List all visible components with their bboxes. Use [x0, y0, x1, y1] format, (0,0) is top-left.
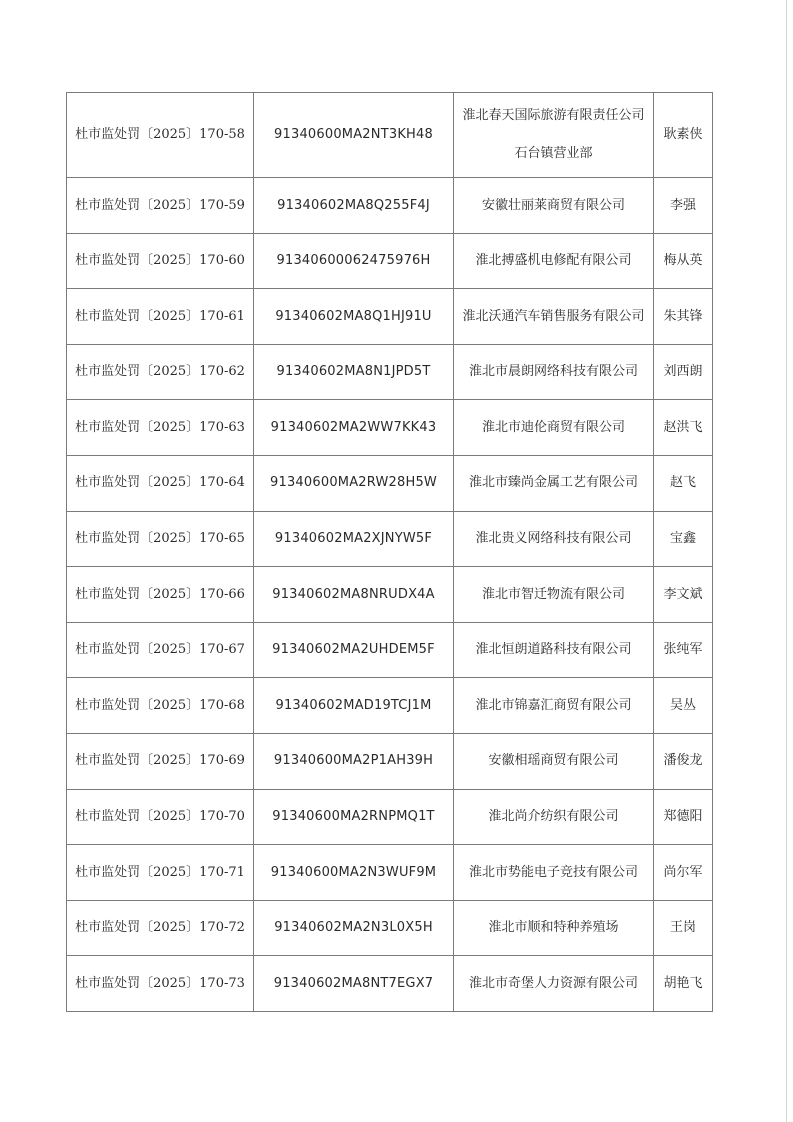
- decision-number-cell: 杜市监处罚〔2025〕170-72: [67, 900, 254, 956]
- decision-number-cell: 杜市监处罚〔2025〕170-62: [67, 344, 254, 400]
- table-row: [67, 900, 713, 956]
- legal-representative-cell: 王岗: [654, 900, 713, 956]
- credit-code-cell: 91340600062475976H: [254, 233, 454, 289]
- company-name-cell: 淮北市晨朗网络科技有限公司: [454, 344, 654, 400]
- decision-number-cell: 杜市监处罚〔2025〕170-63: [67, 400, 254, 456]
- decision-number-cell: 杜市监处罚〔2025〕170-67: [67, 622, 254, 678]
- legal-representative-cell: 潘俊龙: [654, 733, 713, 789]
- company-name-cell: 淮北市锦嘉汇商贸有限公司: [454, 678, 654, 734]
- table-row: [67, 789, 713, 845]
- company-name-cell: 淮北搏盛机电修配有限公司: [454, 233, 654, 289]
- company-name-cell: 淮北沃通汽车销售服务有限公司: [454, 289, 654, 345]
- legal-representative-cell: 刘西朗: [654, 344, 713, 400]
- credit-code-cell: 91340602MA2UHDEM5F: [254, 622, 454, 678]
- legal-representative-cell: 吴丛: [654, 678, 713, 734]
- credit-code-cell: 91340602MA8N1JPD5T: [254, 344, 454, 400]
- legal-representative-cell: 李强: [654, 178, 713, 234]
- decision-number-cell: 杜市监处罚〔2025〕170-66: [67, 567, 254, 623]
- credit-code-cell: 91340602MA8Q255F4J: [254, 178, 454, 234]
- table-row: [67, 511, 713, 567]
- credit-code-cell: 91340602MA8NT7EGX7: [254, 956, 454, 1012]
- table-row: [67, 178, 713, 234]
- credit-code-cell: 91340600MA2NT3KH48: [254, 93, 454, 178]
- credit-code-cell: 91340600MA2P1AH39H: [254, 733, 454, 789]
- table-row: [67, 455, 713, 511]
- credit-code-cell: 91340600MA2N3WUF9M: [254, 845, 454, 901]
- company-name-cell: 淮北市奇堡人力资源有限公司: [454, 956, 654, 1012]
- credit-code-cell: 91340602MA2N3L0X5H: [254, 900, 454, 956]
- decision-number-cell: 杜市监处罚〔2025〕170-68: [67, 678, 254, 734]
- credit-code-cell: 91340602MA8Q1HJ91U: [254, 289, 454, 345]
- legal-representative-cell: 赵飞: [654, 455, 713, 511]
- decision-number-cell: 杜市监处罚〔2025〕170-69: [67, 733, 254, 789]
- decision-number-cell: 杜市监处罚〔2025〕170-64: [67, 455, 254, 511]
- company-name-cell: 淮北市势能电子竞技有限公司: [454, 845, 654, 901]
- legal-representative-cell: 李文斌: [654, 567, 713, 623]
- table-row: [67, 956, 713, 1012]
- decision-number-cell: 杜市监处罚〔2025〕170-71: [67, 845, 254, 901]
- company-name-cell: 淮北尚介纺织有限公司: [454, 789, 654, 845]
- company-name-cell: 淮北恒朗道路科技有限公司: [454, 622, 654, 678]
- decision-number-cell: 杜市监处罚〔2025〕170-58: [67, 93, 254, 178]
- table-row: [67, 344, 713, 400]
- credit-code-cell: 91340600MA2RNPMQ1T: [254, 789, 454, 845]
- credit-code-cell: 91340600MA2RW28H5W: [254, 455, 454, 511]
- table-row: [67, 233, 713, 289]
- decision-number-cell: 杜市监处罚〔2025〕170-65: [67, 511, 254, 567]
- decision-number-cell: 杜市监处罚〔2025〕170-73: [67, 956, 254, 1012]
- table-row: [67, 733, 713, 789]
- company-name-line-2: 石台镇营业部: [514, 146, 593, 161]
- credit-code-cell: 91340602MA2WW7KK43: [254, 400, 454, 456]
- table-row: [67, 400, 713, 456]
- table-row: [67, 289, 713, 345]
- penalty-table: [66, 92, 713, 1012]
- table-row: [67, 678, 713, 734]
- legal-representative-cell: 梅从英: [654, 233, 713, 289]
- legal-representative-cell: 朱其锋: [654, 289, 713, 345]
- company-name-cell: 淮北市智迁物流有限公司: [454, 567, 654, 623]
- company-name-cell: 淮北市顺和特种养殖场: [454, 900, 654, 956]
- company-name-cell: 淮北市迪伦商贸有限公司: [454, 400, 654, 456]
- credit-code-cell: 91340602MA2XJNYW5F: [254, 511, 454, 567]
- credit-code-cell: 91340602MA8NRUDX4A: [254, 567, 454, 623]
- company-name-cell: [454, 93, 654, 178]
- legal-representative-cell: 宝鑫: [654, 511, 713, 567]
- legal-representative-cell: 张纯军: [654, 622, 713, 678]
- table-row: [67, 845, 713, 901]
- legal-representative-cell: 尚尔军: [654, 845, 713, 901]
- company-name-cell: 安徽壮丽莱商贸有限公司: [454, 178, 654, 234]
- decision-number-cell: 杜市监处罚〔2025〕170-59: [67, 178, 254, 234]
- legal-representative-cell: 胡艳飞: [654, 956, 713, 1012]
- table-row: [67, 93, 713, 178]
- company-name-cell: 淮北市臻尚金属工艺有限公司: [454, 455, 654, 511]
- legal-representative-cell: 赵洪飞: [654, 400, 713, 456]
- decision-number-cell: 杜市监处罚〔2025〕170-61: [67, 289, 254, 345]
- credit-code-cell: 91340602MAD19TCJ1M: [254, 678, 454, 734]
- legal-representative-cell: 郑德阳: [654, 789, 713, 845]
- decision-number-cell: 杜市监处罚〔2025〕170-60: [67, 233, 254, 289]
- company-name-cell: 安徽相瑶商贸有限公司: [454, 733, 654, 789]
- company-name-line-1: 淮北春天国际旅游有限责任公司: [462, 108, 645, 124]
- company-name-cell: 淮北贵义网络科技有限公司: [454, 511, 654, 567]
- legal-representative-cell: 耿素侠: [654, 93, 713, 178]
- decision-number-cell: 杜市监处罚〔2025〕170-70: [67, 789, 254, 845]
- page-edge-line: [786, 0, 787, 1122]
- table-row: [67, 567, 713, 623]
- table-row: [67, 622, 713, 678]
